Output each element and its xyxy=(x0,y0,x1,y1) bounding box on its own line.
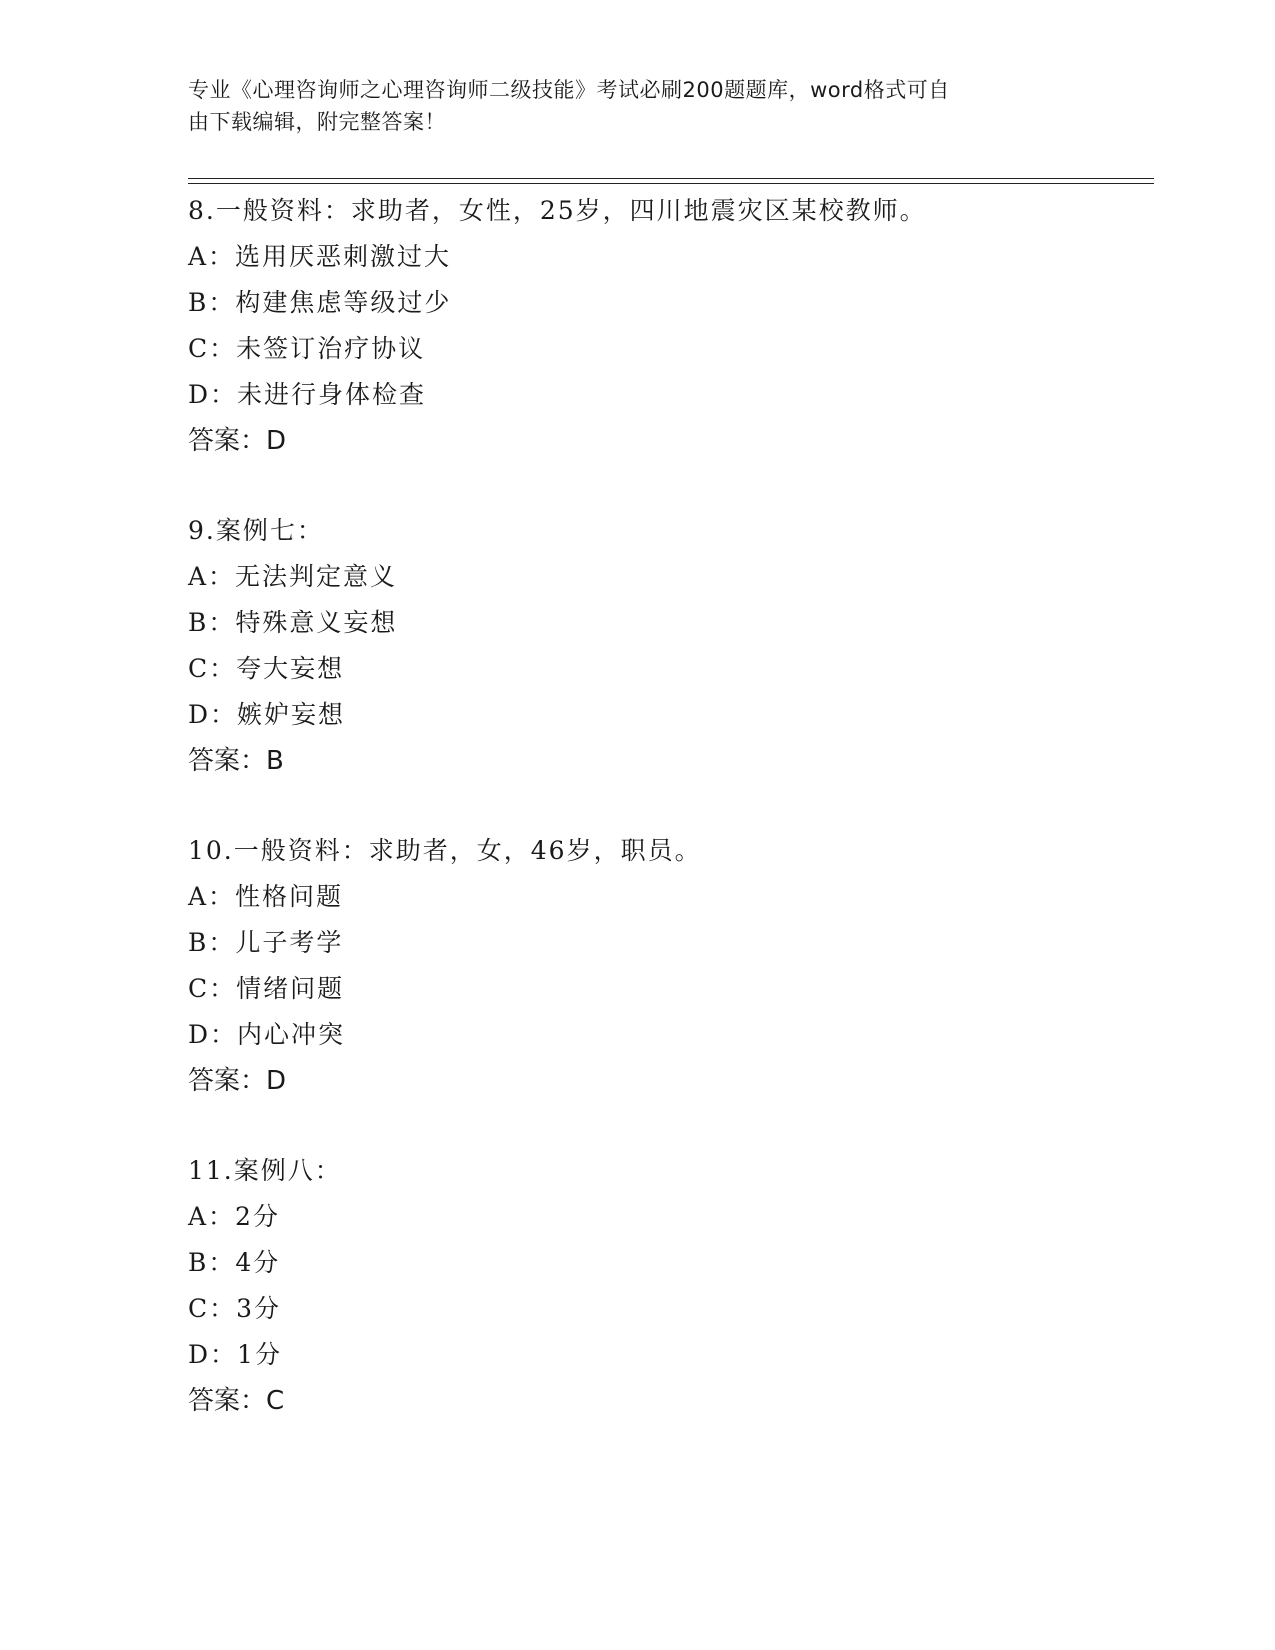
option-d: D：内心冲突 xyxy=(188,1020,346,1049)
question-list xyxy=(188,188,1148,1468)
question-stem: 8.一般资料：求助者，女性，25岁，四川地震灾区某校教师。 xyxy=(188,196,927,225)
option-c: C：情绪问题 xyxy=(188,974,345,1003)
option-b: B：特殊意义妄想 xyxy=(188,608,398,637)
answer-line: 答案：B xyxy=(188,746,284,776)
option-a: A：选用厌恶刺激过大 xyxy=(188,242,452,271)
question-10 xyxy=(188,828,1148,1104)
header-line-2: 由下载编辑，附完整答案！ xyxy=(188,110,446,134)
question-stem: 11.案例八： xyxy=(188,1156,342,1185)
question-stem: 10.一般资料：求助者，女，46岁，职员。 xyxy=(188,836,702,865)
header-divider-bottom xyxy=(188,183,1154,184)
answer-line: 答案：C xyxy=(188,1386,285,1416)
option-b: B：儿子考学 xyxy=(188,928,344,957)
answer-line: 答案：D xyxy=(188,426,287,456)
question-stem: 9.案例七： xyxy=(188,516,324,545)
answer-line: 答案：D xyxy=(188,1066,287,1096)
option-a: A：2分 xyxy=(188,1202,280,1231)
option-c: C：3分 xyxy=(188,1294,282,1323)
option-a: A：性格问题 xyxy=(188,882,344,911)
option-b: B：4分 xyxy=(188,1248,281,1277)
header-line-1: 专业《心理咨询师之心理咨询师二级技能》考试必刷200题题库，word格式可自 xyxy=(188,78,950,102)
option-c: C：未签订治疗协议 xyxy=(188,334,426,363)
option-a: A：无法判定意义 xyxy=(188,562,398,591)
document-header xyxy=(188,74,1088,138)
option-b: B：构建焦虑等级过少 xyxy=(188,288,452,317)
question-8 xyxy=(188,188,1148,464)
question-11 xyxy=(188,1148,1148,1424)
option-d: D：未进行身体检查 xyxy=(188,380,427,409)
option-d: D：嫉妒妄想 xyxy=(188,700,346,729)
header-divider-top xyxy=(188,178,1154,179)
option-c: C：夸大妄想 xyxy=(188,654,345,683)
option-d: D：1分 xyxy=(188,1340,282,1369)
question-9 xyxy=(188,508,1148,784)
